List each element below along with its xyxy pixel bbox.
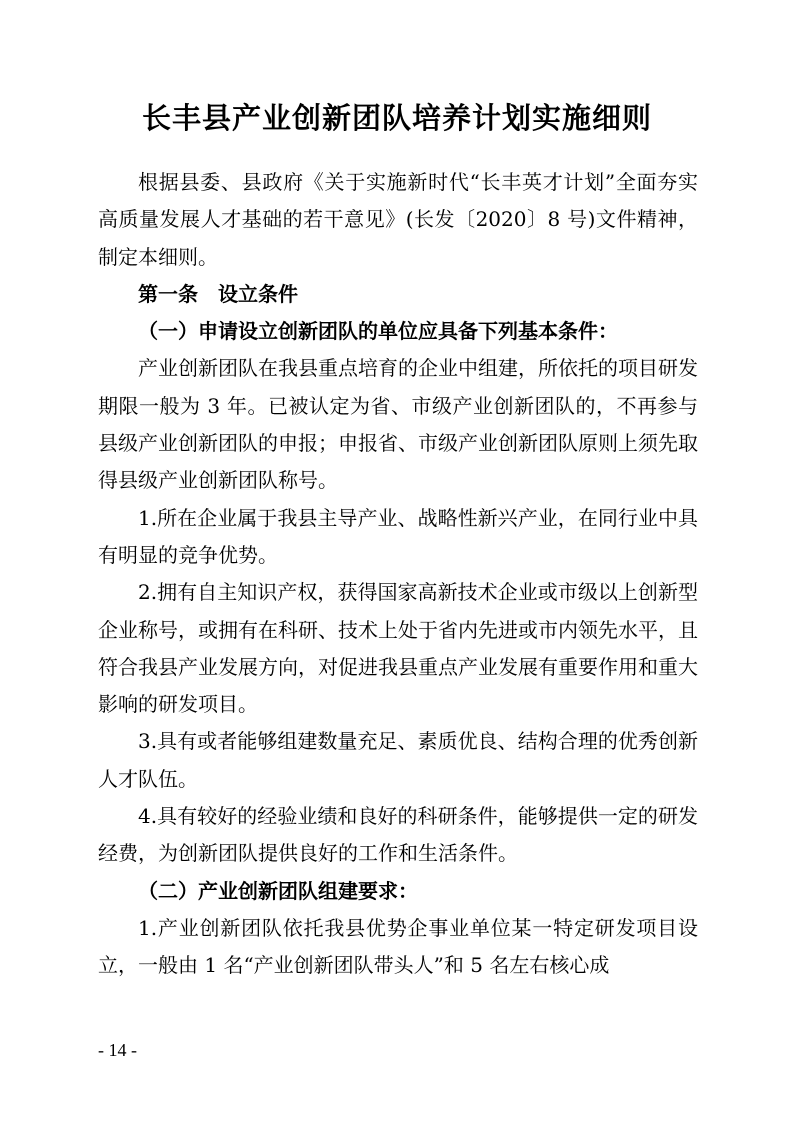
article-heading xyxy=(98,276,698,313)
article-label: 第一条 xyxy=(138,281,198,306)
section-paragraph: 产业创新团队在我县重点培育的企业中组建，所依托的项目研发期限一般为 3 年。已被认定为省、市级产业创新团队的，不再参与县级产业创新团队的申报；申报省、市级产业创新团队原则上须先取得县级产业创新团队称号。 xyxy=(98,356,698,493)
list-item: 3.具有或者能够组建数量充足、素质优良、结构合理的优秀创新人才队伍。 xyxy=(98,729,698,791)
article-title: 设立条件 xyxy=(218,281,298,306)
document-title: 长丰县产业创新团队培养计划实施细则 xyxy=(141,101,652,135)
list-item: 2.拥有自主知识产权，获得国家高新技术企业或市级以上创新型企业称号，或拥有在科研、技术上处于省内先进或市内领先水平，且符合我县产业发展方向，对促进我县重点产业发展有重要作用和重大影响的研发项目。 xyxy=(98,580,698,717)
list-item: 1.所在企业属于我县主导产业、战略性新兴产业，在同行业中具有明显的竞争优势。 xyxy=(98,505,698,567)
document-body xyxy=(98,164,698,985)
intro-paragraph: 根据县委、县政府《关于实施新时代“长丰英才计划”全面夯实高质量发展人才基础的若干意见》(长发〔2020〕8 号)文件精神，制定本细则。 xyxy=(98,170,698,269)
section-heading: （一）申请设立创新团队的单位应具备下列基本条件： xyxy=(138,319,618,344)
section-heading: （二）产业创新团队组建要求： xyxy=(138,878,418,903)
list-item: 4.具有较好的经验业绩和良好的科研条件，能够提供一定的研发经费，为创新团队提供良好的工作和生活条件。 xyxy=(98,804,698,866)
page-number: - 14 - xyxy=(98,1040,137,1060)
list-item: 1.产业创新团队依托我县优势企事业单位某一特定研发项目设立，一般由 1 名“产业创新团队带头人”和 5 名左右核心成 xyxy=(98,915,698,978)
